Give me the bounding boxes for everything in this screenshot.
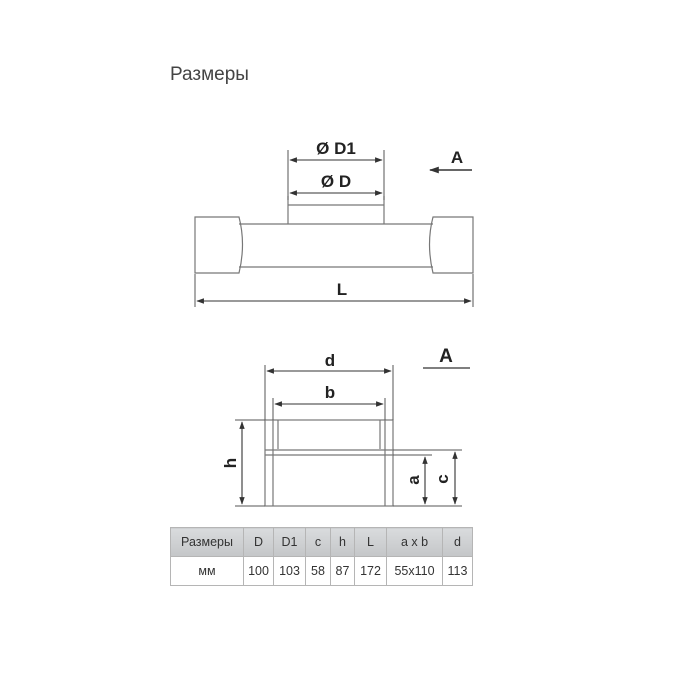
table-cell: 103 — [274, 557, 306, 586]
table-header-cell: d — [443, 528, 473, 557]
branch-pipe — [288, 196, 384, 224]
side-c-label: c — [433, 474, 452, 484]
table-header-cell: h — [331, 528, 355, 557]
section-upper-inner — [278, 420, 380, 449]
table-row — [171, 557, 473, 586]
page-title: Размеры — [170, 64, 249, 85]
table-header-cell: Размеры — [171, 528, 244, 557]
section-a-view — [265, 420, 393, 506]
table-header-row — [171, 528, 473, 557]
table-cell: 55x110 — [387, 557, 443, 586]
section-walls — [273, 420, 385, 506]
left-socket — [195, 217, 243, 273]
table-header-cell: D1 — [274, 528, 306, 557]
main-body — [239, 224, 433, 267]
table-header-cell: D — [244, 528, 274, 557]
dimensions-table — [170, 527, 473, 586]
width-inner-label: b — [324, 383, 336, 402]
view-arrow-label: A — [450, 148, 464, 167]
table-header-cell: a x b — [387, 528, 443, 557]
tee-fitting-front-view — [195, 196, 473, 273]
extension-lines-section — [235, 365, 462, 506]
table-header-cell: c — [306, 528, 331, 557]
length-label: L — [336, 280, 348, 299]
table-cell: 100 — [244, 557, 274, 586]
d1-label: Ø D1 — [316, 139, 356, 158]
right-socket — [430, 217, 474, 273]
width-outer-label: d — [324, 351, 336, 370]
table-cell: 172 — [355, 557, 387, 586]
table-cell: 87 — [331, 557, 355, 586]
view-label: A — [439, 346, 453, 367]
d-label: Ø D — [320, 172, 352, 191]
table-header-cell: L — [355, 528, 387, 557]
height-label: h — [221, 457, 240, 469]
table-row-label: мм — [171, 557, 244, 586]
table-cell: 58 — [306, 557, 331, 586]
side-a-label: a — [404, 475, 423, 485]
table-cell: 113 — [443, 557, 473, 586]
section-outer — [265, 420, 393, 506]
